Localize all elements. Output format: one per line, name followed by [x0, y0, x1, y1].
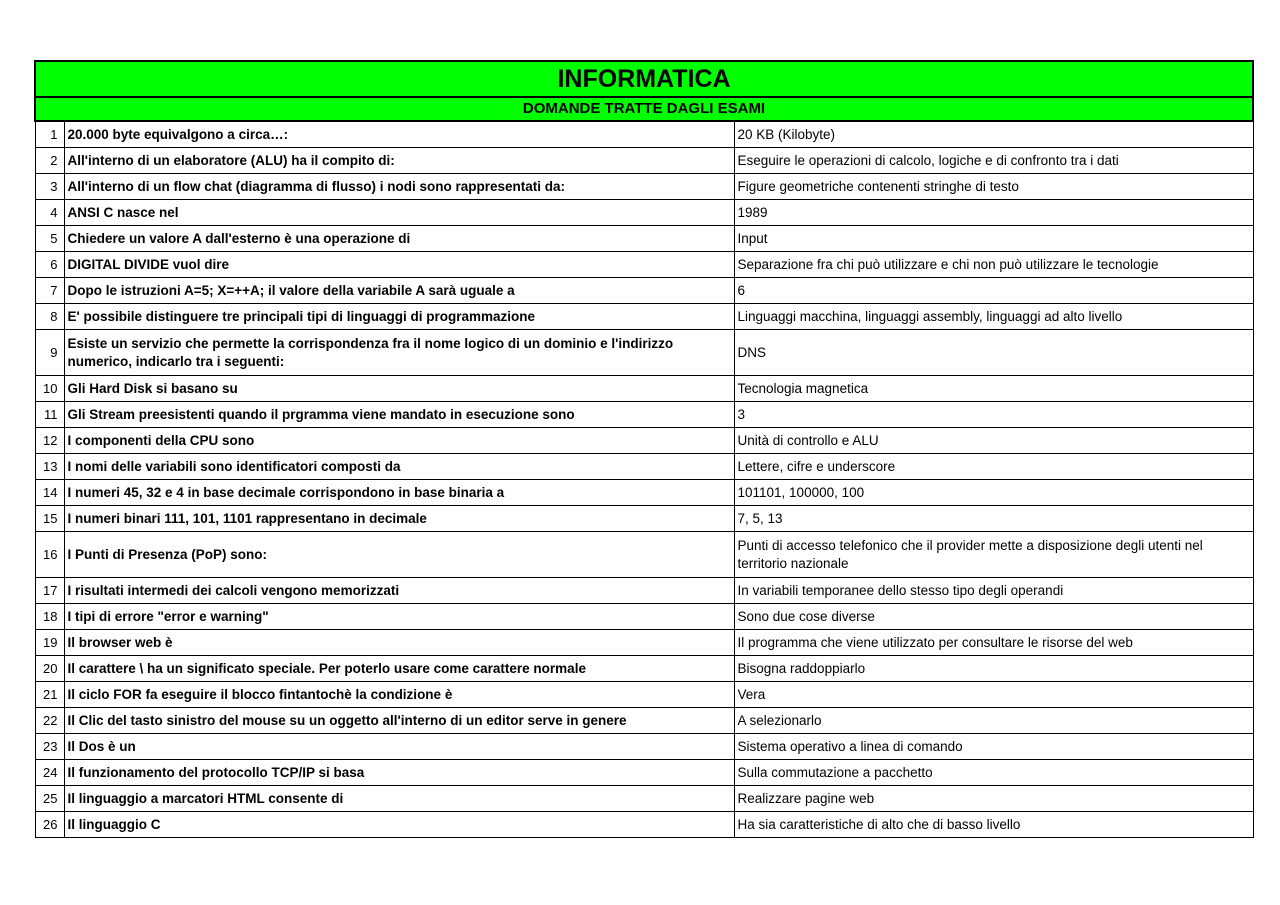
row-number: 11 [35, 402, 64, 428]
row-number: 16 [35, 532, 64, 578]
row-number: 22 [35, 708, 64, 734]
table-row [35, 734, 1253, 760]
question-cell: I Punti di Presenza (PoP) sono: [64, 532, 734, 578]
answer-cell: A selezionarlo [734, 708, 1253, 734]
row-number: 17 [35, 578, 64, 604]
question-cell: Il Clic del tasto sinistro del mouse su un oggetto all'interno di un editor serve in genere [64, 708, 734, 734]
table-row [35, 174, 1253, 200]
table-row [35, 402, 1253, 428]
table-row [35, 304, 1253, 330]
question-cell: Il linguaggio a marcatori HTML consente di [64, 786, 734, 812]
table-row [35, 760, 1253, 786]
answer-cell: Sono due cose diverse [734, 604, 1253, 630]
table-row [35, 604, 1253, 630]
row-number: 10 [35, 376, 64, 402]
answer-cell: Eseguire le operazioni di calcolo, logiche e di confronto tra i dati [734, 148, 1253, 174]
questions-table [34, 60, 1254, 838]
answer-cell: 20 KB (Kilobyte) [734, 121, 1253, 148]
answer-cell: Linguaggi macchina, linguaggi assembly, linguaggi ad alto livello [734, 304, 1253, 330]
row-number: 12 [35, 428, 64, 454]
sheet-subtitle: DOMANDE TRATTE DAGLI ESAMI [35, 97, 1253, 121]
row-number: 23 [35, 734, 64, 760]
answer-cell: Vera [734, 682, 1253, 708]
row-number: 25 [35, 786, 64, 812]
row-number: 8 [35, 304, 64, 330]
table-row [35, 226, 1253, 252]
row-number: 6 [35, 252, 64, 278]
table-row [35, 121, 1253, 148]
question-cell: DIGITAL DIVIDE vuol dire [64, 252, 734, 278]
answer-cell: In variabili temporanee dello stesso tipo degli operandi [734, 578, 1253, 604]
answer-cell: Unità di controllo e ALU [734, 428, 1253, 454]
question-cell: E' possibile distinguere tre principali tipi di linguaggi di programmazione [64, 304, 734, 330]
answer-cell: 7, 5, 13 [734, 506, 1253, 532]
answer-cell: Realizzare pagine web [734, 786, 1253, 812]
sheet-title: INFORMATICA [35, 61, 1253, 97]
answer-cell: Input [734, 226, 1253, 252]
table-row [35, 480, 1253, 506]
question-cell: Chiedere un valore A dall'esterno è una operazione di [64, 226, 734, 252]
question-cell: I risultati intermedi dei calcoli vengono memorizzati [64, 578, 734, 604]
row-number: 19 [35, 630, 64, 656]
subtitle-row [35, 97, 1253, 121]
table-row [35, 454, 1253, 480]
row-number: 14 [35, 480, 64, 506]
table-row [35, 200, 1253, 226]
answer-cell: 3 [734, 402, 1253, 428]
row-number: 26 [35, 812, 64, 838]
question-cell: I tipi di errore "error e warning" [64, 604, 734, 630]
row-number: 7 [35, 278, 64, 304]
row-number: 15 [35, 506, 64, 532]
table-row [35, 376, 1253, 402]
row-number: 9 [35, 330, 64, 376]
answer-cell: 101101, 100000, 100 [734, 480, 1253, 506]
questions-table-body [35, 61, 1253, 838]
table-row [35, 786, 1253, 812]
table-row [35, 330, 1253, 376]
question-cell: Il Dos è un [64, 734, 734, 760]
question-cell: Il funzionamento del protocollo TCP/IP si basa [64, 760, 734, 786]
row-number: 1 [35, 121, 64, 148]
answer-cell: Sistema operativo a linea di comando [734, 734, 1253, 760]
question-cell: Il browser web è [64, 630, 734, 656]
question-cell: I nomi delle variabili sono identificatori composti da [64, 454, 734, 480]
table-row [35, 148, 1253, 174]
answer-cell: Sulla commutazione a pacchetto [734, 760, 1253, 786]
answer-cell: Bisogna raddoppiarlo [734, 656, 1253, 682]
question-cell: I numeri 45, 32 e 4 in base decimale corrispondono in base binaria a [64, 480, 734, 506]
answer-cell: Ha sia caratteristiche di alto che di basso livello [734, 812, 1253, 838]
row-number: 13 [35, 454, 64, 480]
answer-cell: 6 [734, 278, 1253, 304]
question-cell: Dopo le istruzioni A=5; X=++A; il valore della variabile A sarà uguale a [64, 278, 734, 304]
table-row [35, 532, 1253, 578]
question-cell: Gli Stream preesistenti quando il prgramma viene mandato in esecuzione sono [64, 402, 734, 428]
row-number: 2 [35, 148, 64, 174]
question-cell: Il carattere \ ha un significato speciale. Per poterlo usare come carattere normale [64, 656, 734, 682]
question-cell: All'interno di un elaboratore (ALU) ha il compito di: [64, 148, 734, 174]
row-number: 5 [35, 226, 64, 252]
question-cell: I componenti della CPU sono [64, 428, 734, 454]
question-cell: Gli Hard Disk si basano su [64, 376, 734, 402]
row-number: 4 [35, 200, 64, 226]
row-number: 20 [35, 656, 64, 682]
table-row [35, 682, 1253, 708]
table-row [35, 578, 1253, 604]
answer-cell: 1989 [734, 200, 1253, 226]
question-cell: 20.000 byte equivalgono a circa…: [64, 121, 734, 148]
answer-cell: Il programma che viene utilizzato per consultare le risorse del web [734, 630, 1253, 656]
table-row [35, 656, 1253, 682]
answer-cell: Separazione fra chi può utilizzare e chi non può utilizzare le tecnologie [734, 252, 1253, 278]
question-cell: Il ciclo FOR fa eseguire il blocco fintantochè la condizione è [64, 682, 734, 708]
row-number: 24 [35, 760, 64, 786]
table-row [35, 708, 1253, 734]
answer-cell: Figure geometriche contenenti stringhe di testo [734, 174, 1253, 200]
question-cell: ANSI C nasce nel [64, 200, 734, 226]
table-row [35, 630, 1253, 656]
answer-cell: Tecnologia magnetica [734, 376, 1253, 402]
answer-cell: DNS [734, 330, 1253, 376]
table-row [35, 812, 1253, 838]
row-number: 18 [35, 604, 64, 630]
table-row [35, 252, 1253, 278]
table-row [35, 428, 1253, 454]
row-number: 3 [35, 174, 64, 200]
table-row [35, 506, 1253, 532]
answer-cell: Lettere, cifre e underscore [734, 454, 1253, 480]
question-cell: Il linguaggio C [64, 812, 734, 838]
answer-cell: Punti di accesso telefonico che il provider mette a disposizione degli utenti nel territorio nazionale [734, 532, 1253, 578]
question-cell: All'interno di un flow chat (diagramma di flusso) i nodi sono rappresentati da: [64, 174, 734, 200]
question-cell: Esiste un servizio che permette la corrispondenza fra il nome logico di un dominio e l'indirizzo numerico, indicarlo tra i seguenti: [64, 330, 734, 376]
table-row [35, 278, 1253, 304]
question-cell: I numeri binari 111, 101, 1101 rappresentano in decimale [64, 506, 734, 532]
title-row [35, 61, 1253, 97]
row-number: 21 [35, 682, 64, 708]
